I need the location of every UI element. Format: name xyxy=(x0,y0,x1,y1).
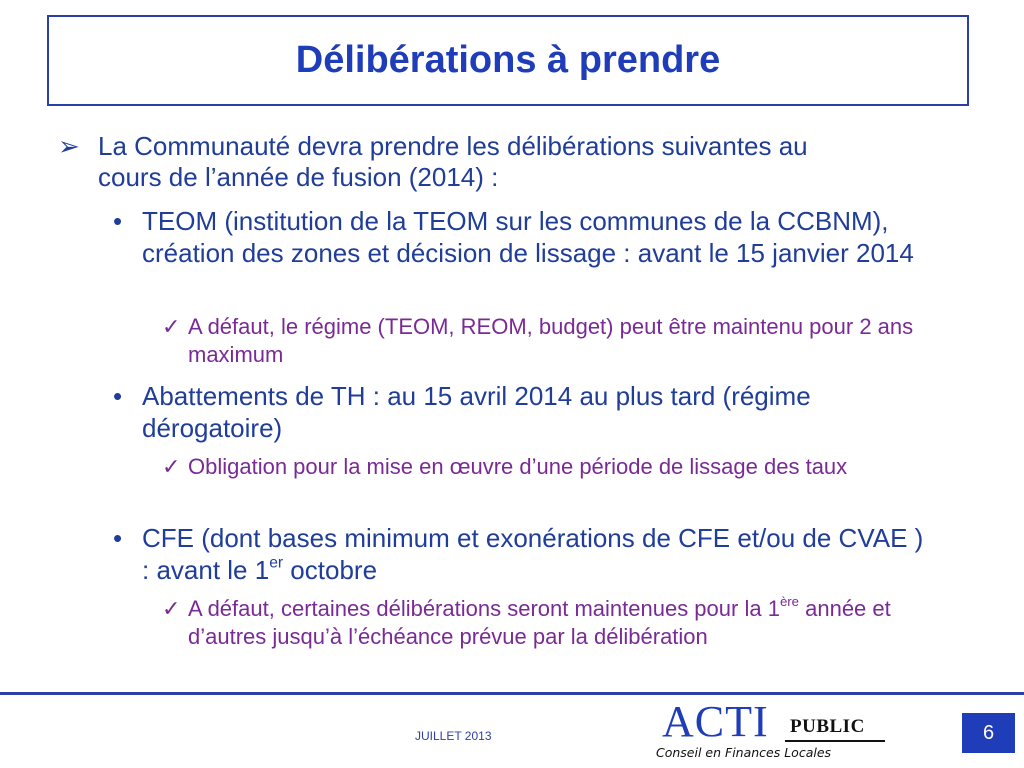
intro-text: La Communauté devra prendre les délibérations suivantes au cours de l’année de fusion (2014) : xyxy=(98,131,808,192)
page-number: 6 xyxy=(962,713,1015,753)
checkmark-icon: ✓ xyxy=(162,454,181,479)
logo-underline xyxy=(785,740,885,742)
list-item-th xyxy=(113,380,912,444)
arrow-bullet-icon: ➢ xyxy=(58,131,80,161)
note-teom xyxy=(162,313,948,369)
bullet-icon: • xyxy=(113,206,123,236)
footer-divider xyxy=(0,692,1024,695)
footer-date: JUILLET 2013 xyxy=(415,729,492,743)
logo-main-text: ACTI xyxy=(662,697,769,746)
logo-secondary-text: PUBLIC xyxy=(790,716,865,737)
acti-public-logo xyxy=(655,697,895,762)
item-text: Abattements de TH : au 15 avril 2014 au plus tard (régime dérogatoire) xyxy=(142,381,811,443)
list-item-teom xyxy=(113,205,960,269)
bullet-icon: • xyxy=(113,381,123,411)
item-text-end: octobre xyxy=(283,555,378,585)
item-text-start: CFE (dont bases minimum et exonérations de CFE et/ou de CVAE ) : avant le 1 xyxy=(142,523,924,585)
note-cfe xyxy=(162,594,918,651)
ordinal-suffix: er xyxy=(269,554,284,572)
logo-tagline: Conseil en Finances Locales xyxy=(656,745,832,760)
item-text: TEOM (institution de la TEOM sur les communes de la CCBNM), création des zones et décision de lissage : avant le 15 janvier 2014 xyxy=(142,206,914,268)
note-text: Obligation pour la mise en œuvre d’une période de lissage des taux xyxy=(188,454,848,479)
slide-title: Délibérations à prendre xyxy=(295,39,721,81)
title-box xyxy=(47,15,969,106)
note-text-start: A défaut, certaines délibérations seront maintenues pour la 1 xyxy=(188,596,780,621)
checkmark-icon: ✓ xyxy=(162,596,181,621)
note-text-end: année et d’autres jusqu’à l’échéance prévue par la délibération xyxy=(188,596,891,649)
note-text: A défaut, le régime (TEOM, REOM, budget) peut être maintenu pour 2 ans maximum xyxy=(188,314,914,367)
intro-bullet xyxy=(58,131,878,193)
list-item-cfe xyxy=(113,522,932,586)
ordinal-suffix: ère xyxy=(779,594,799,610)
checkmark-icon: ✓ xyxy=(162,314,181,339)
bullet-icon: • xyxy=(113,523,123,553)
note-th xyxy=(162,453,908,481)
